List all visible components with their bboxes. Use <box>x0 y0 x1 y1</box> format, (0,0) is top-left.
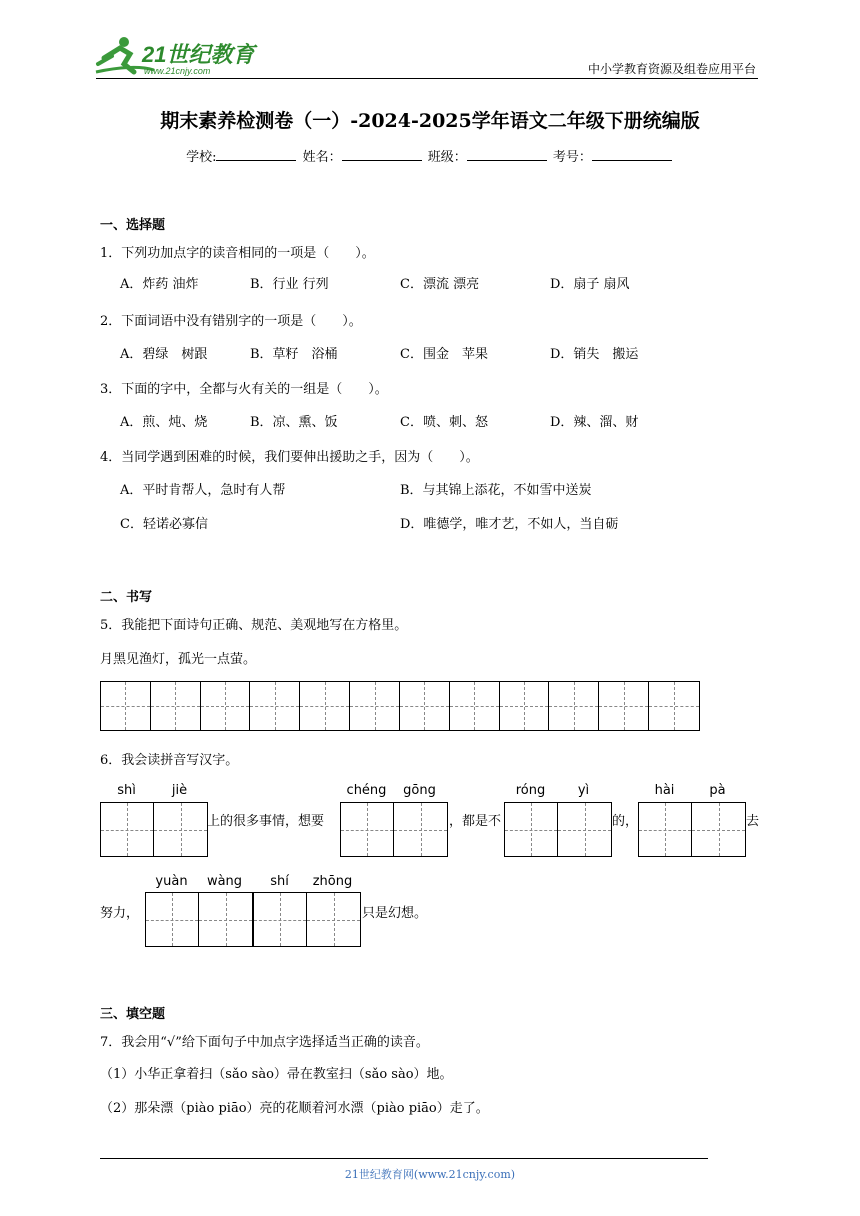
question-stem: 3．下面的字中，全都与火有关的一组是（ ）。 <box>100 382 388 397</box>
grid-cell[interactable] <box>692 803 745 856</box>
grid-cell[interactable] <box>300 682 350 730</box>
option-c[interactable]: C．漂流 漂亮 <box>400 277 480 292</box>
page-title: 期末素养检测卷（一）-2024-2025学年语文二年级下册统编版 <box>160 110 700 132</box>
tian-grid[interactable] <box>340 802 448 857</box>
pinyin: róng <box>515 783 546 798</box>
option-b[interactable]: B．草籽 浴桶 <box>250 347 338 362</box>
option-d[interactable]: D．销失 搬运 <box>550 347 639 362</box>
pinyin: yì <box>577 783 590 798</box>
platform-name: 中小学教育资源及组卷应用平台 <box>587 62 756 76</box>
grid-cell[interactable] <box>450 682 500 730</box>
grid-cell[interactable] <box>549 682 599 730</box>
question-stem: 1．下列功加点字的读音相同的一项是（ ）。 <box>100 246 375 261</box>
grid-cell[interactable] <box>599 682 649 730</box>
svg-text:21世纪教育: 21世纪教育 <box>142 42 255 67</box>
section-heading: 三、填空题 <box>100 1007 166 1022</box>
grid-cell[interactable] <box>505 803 558 856</box>
pinyin: chéng <box>346 783 387 798</box>
option-c[interactable]: C．围金 苹果 <box>400 347 488 362</box>
option-b[interactable]: B．与其锦上添花，不如雪中送炭 <box>400 483 592 498</box>
option-c[interactable]: C．轻诺必寡信 <box>120 517 208 532</box>
pinyin: yuàn <box>155 874 188 889</box>
header-divider <box>96 78 758 79</box>
runner-logo-icon <box>94 34 264 80</box>
grid-cell[interactable] <box>146 893 199 946</box>
option-d[interactable]: D．扇子 扇风 <box>550 277 630 292</box>
grid-cell[interactable] <box>199 893 252 946</box>
school-blank[interactable] <box>216 160 296 161</box>
question-stem: 4．当同学遇到困难的时候，我们要伸出援助之手，因为（ ）。 <box>100 450 479 465</box>
pinyin: shí <box>270 874 289 889</box>
class-label: 班级： <box>427 150 467 165</box>
sentence-text: ，都是不 <box>449 814 502 829</box>
logo <box>94 34 264 80</box>
sentence-line: （1）小华正拿着扫（sǎo sào）帚在教室扫（sǎo sào）地。 <box>100 1067 453 1082</box>
exam-no-blank[interactable] <box>592 160 672 161</box>
option-c[interactable]: C．喷、刺、怒 <box>400 415 488 430</box>
pinyin: jiè <box>171 783 188 798</box>
name-blank[interactable] <box>342 160 422 161</box>
class-blank[interactable] <box>467 160 547 161</box>
option-d[interactable]: D．辣、溜、财 <box>550 415 639 430</box>
grid-cell[interactable] <box>154 803 207 856</box>
tian-grid[interactable] <box>145 892 253 947</box>
option-a[interactable]: A．炸药 油炸 <box>120 277 199 292</box>
grid-cell[interactable] <box>639 803 692 856</box>
tian-grid[interactable] <box>638 802 746 857</box>
sentence-text: 只是幻想。 <box>362 906 428 921</box>
question-stem: 6．我会读拼音写汉字。 <box>100 753 239 768</box>
school-label: 学校: <box>186 150 217 165</box>
question-stem: 7．我会用“√”给下面句子中加点字选择适当正确的读音。 <box>100 1035 429 1050</box>
grid-cell[interactable] <box>250 682 300 730</box>
pinyin: pà <box>709 783 726 798</box>
grid-cell[interactable] <box>307 893 360 946</box>
option-a[interactable]: A．碧绿 树跟 <box>120 347 208 362</box>
sentence-text: 上的很多事情，想要 <box>207 814 325 829</box>
grid-cell[interactable] <box>394 803 447 856</box>
tian-grid[interactable] <box>253 892 361 947</box>
grid-cell[interactable] <box>101 803 154 856</box>
grid-cell[interactable] <box>341 803 394 856</box>
sentence-line: （2）那朵漂（piào piāo）亮的花顺着河水漂（piào piāo）走了。 <box>100 1101 489 1116</box>
grid-cell[interactable] <box>151 682 201 730</box>
grid-cell[interactable] <box>400 682 450 730</box>
sentence-text: 去 <box>746 814 760 829</box>
grid-cell[interactable] <box>649 682 699 730</box>
footer-divider <box>100 1158 708 1159</box>
grid-cell[interactable] <box>101 682 151 730</box>
exam-no-label: 考号： <box>552 150 592 165</box>
sentence-text: 努力， <box>100 906 140 921</box>
poem-line: 月黑见渔灯，孤光一点萤。 <box>100 652 257 667</box>
question-stem: 2．下面词语中没有错别字的一项是（ ）。 <box>100 314 362 329</box>
grid-cell[interactable] <box>350 682 400 730</box>
option-b[interactable]: B．凉、熏、饭 <box>250 415 338 430</box>
pinyin: wàng <box>206 874 243 889</box>
option-d[interactable]: D．唯德学，唯才艺，不如人，当自砺 <box>400 517 619 532</box>
grid-cell[interactable] <box>558 803 611 856</box>
grid-cell[interactable] <box>254 893 307 946</box>
section-heading: 二、书写 <box>100 590 153 605</box>
writing-grid[interactable] <box>100 681 700 731</box>
tian-grid[interactable] <box>504 802 612 857</box>
grid-cell[interactable] <box>201 682 251 730</box>
pinyin: zhōng <box>312 874 353 889</box>
student-info <box>0 146 860 165</box>
pinyin: shì <box>117 783 136 798</box>
sentence-text: 的， <box>612 814 639 829</box>
pinyin: gōng <box>403 783 436 798</box>
question-stem: 5．我能把下面诗句正确、规范、美观地写在方格里。 <box>100 618 408 633</box>
option-a[interactable]: A．平时肯帮人，急时有人帮 <box>120 483 286 498</box>
tian-grid[interactable] <box>100 802 208 857</box>
grid-cell[interactable] <box>500 682 550 730</box>
footer-link[interactable]: 21世纪教育网(www.21cnjy.com) <box>344 1168 516 1181</box>
option-b[interactable]: B．行业 行列 <box>250 277 329 292</box>
option-a[interactable]: A．煎、炖、烧 <box>120 415 208 430</box>
section-heading: 一、选择题 <box>100 218 166 233</box>
name-label: 姓名： <box>302 150 342 165</box>
svg-text:www.21cnjy.com: www.21cnjy.com <box>144 66 211 76</box>
pinyin: hài <box>654 783 675 798</box>
